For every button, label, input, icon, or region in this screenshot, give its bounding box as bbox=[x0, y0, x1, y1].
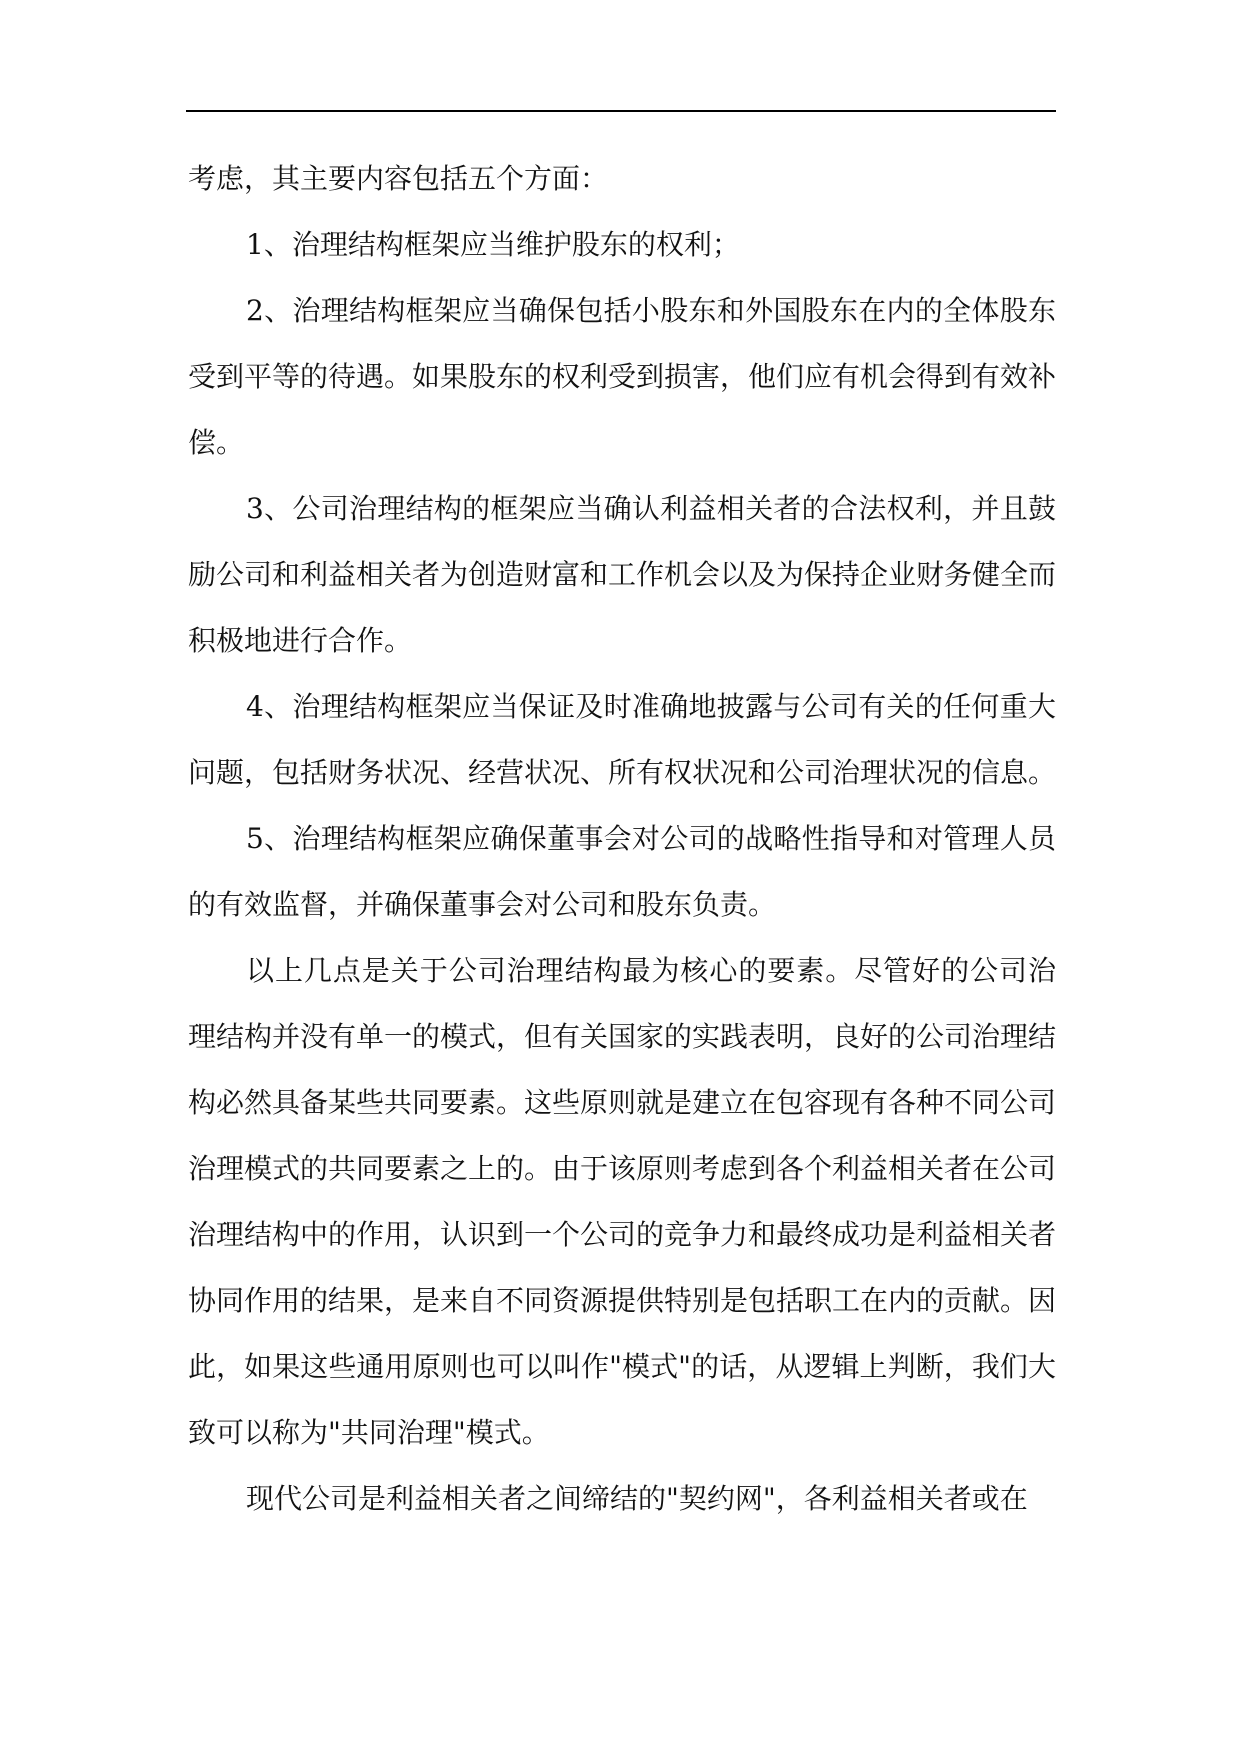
paragraph-item-3: 3、公司治理结构的框架应当确认利益相关者的合法权利，并且鼓励公司和利益相关者为创造财富和工作机会以及为保持企业财务健全而积极地进行合作。 bbox=[188, 492, 1057, 657]
paragraph-item-2: 2、治理结构框架应当确保包括小股东和外国股东在内的全体股东受到平等的待遇。如果股东的权利受到损害，他们应有机会得到有效补偿。 bbox=[188, 294, 1057, 459]
paragraph-intro: 考虑，其主要内容包括五个方面： bbox=[188, 162, 609, 195]
document-body bbox=[188, 146, 1056, 1532]
header-rule bbox=[186, 110, 1056, 112]
paragraph-summary: 以上几点是关于公司治理结构最为核心的要素。尽管好的公司治理结构并没有单一的模式，但有关国家的实践表明，良好的公司治理结构必然具备某些共同要素。这些原则就是建立在包容现有各种不同公司治理模式的共同要素之上的。由于该原则考虑到各个利益相关者在公司治理结构中的作用，认识到一个公司的竞争力和最终成功是利益相关者协同作用的结果，是来自不同资源提供特别是包括职工在内的贡献。因此，如果这些通用原则也可以叫作"模式"的话，从逻辑上判断，我们大致可以称为"共同治理"模式。 bbox=[188, 954, 1057, 1449]
paragraph-item-1: 1、治理结构框架应当维护股东的权利； bbox=[246, 228, 740, 261]
paragraph-modern-company: 现代公司是利益相关者之间缔结的"契约网"，各利益相关者或在 bbox=[246, 1482, 1028, 1515]
paragraph-item-5: 5、治理结构框架应确保董事会对公司的战略性指导和对管理人员的有效监督，并确保董事会对公司和股东负责。 bbox=[188, 822, 1056, 921]
paragraph-item-4: 4、治理结构框架应当保证及时准确地披露与公司有关的任何重大问题，包括财务状况、经营状况、所有权状况和公司治理状况的信息。 bbox=[188, 690, 1057, 789]
